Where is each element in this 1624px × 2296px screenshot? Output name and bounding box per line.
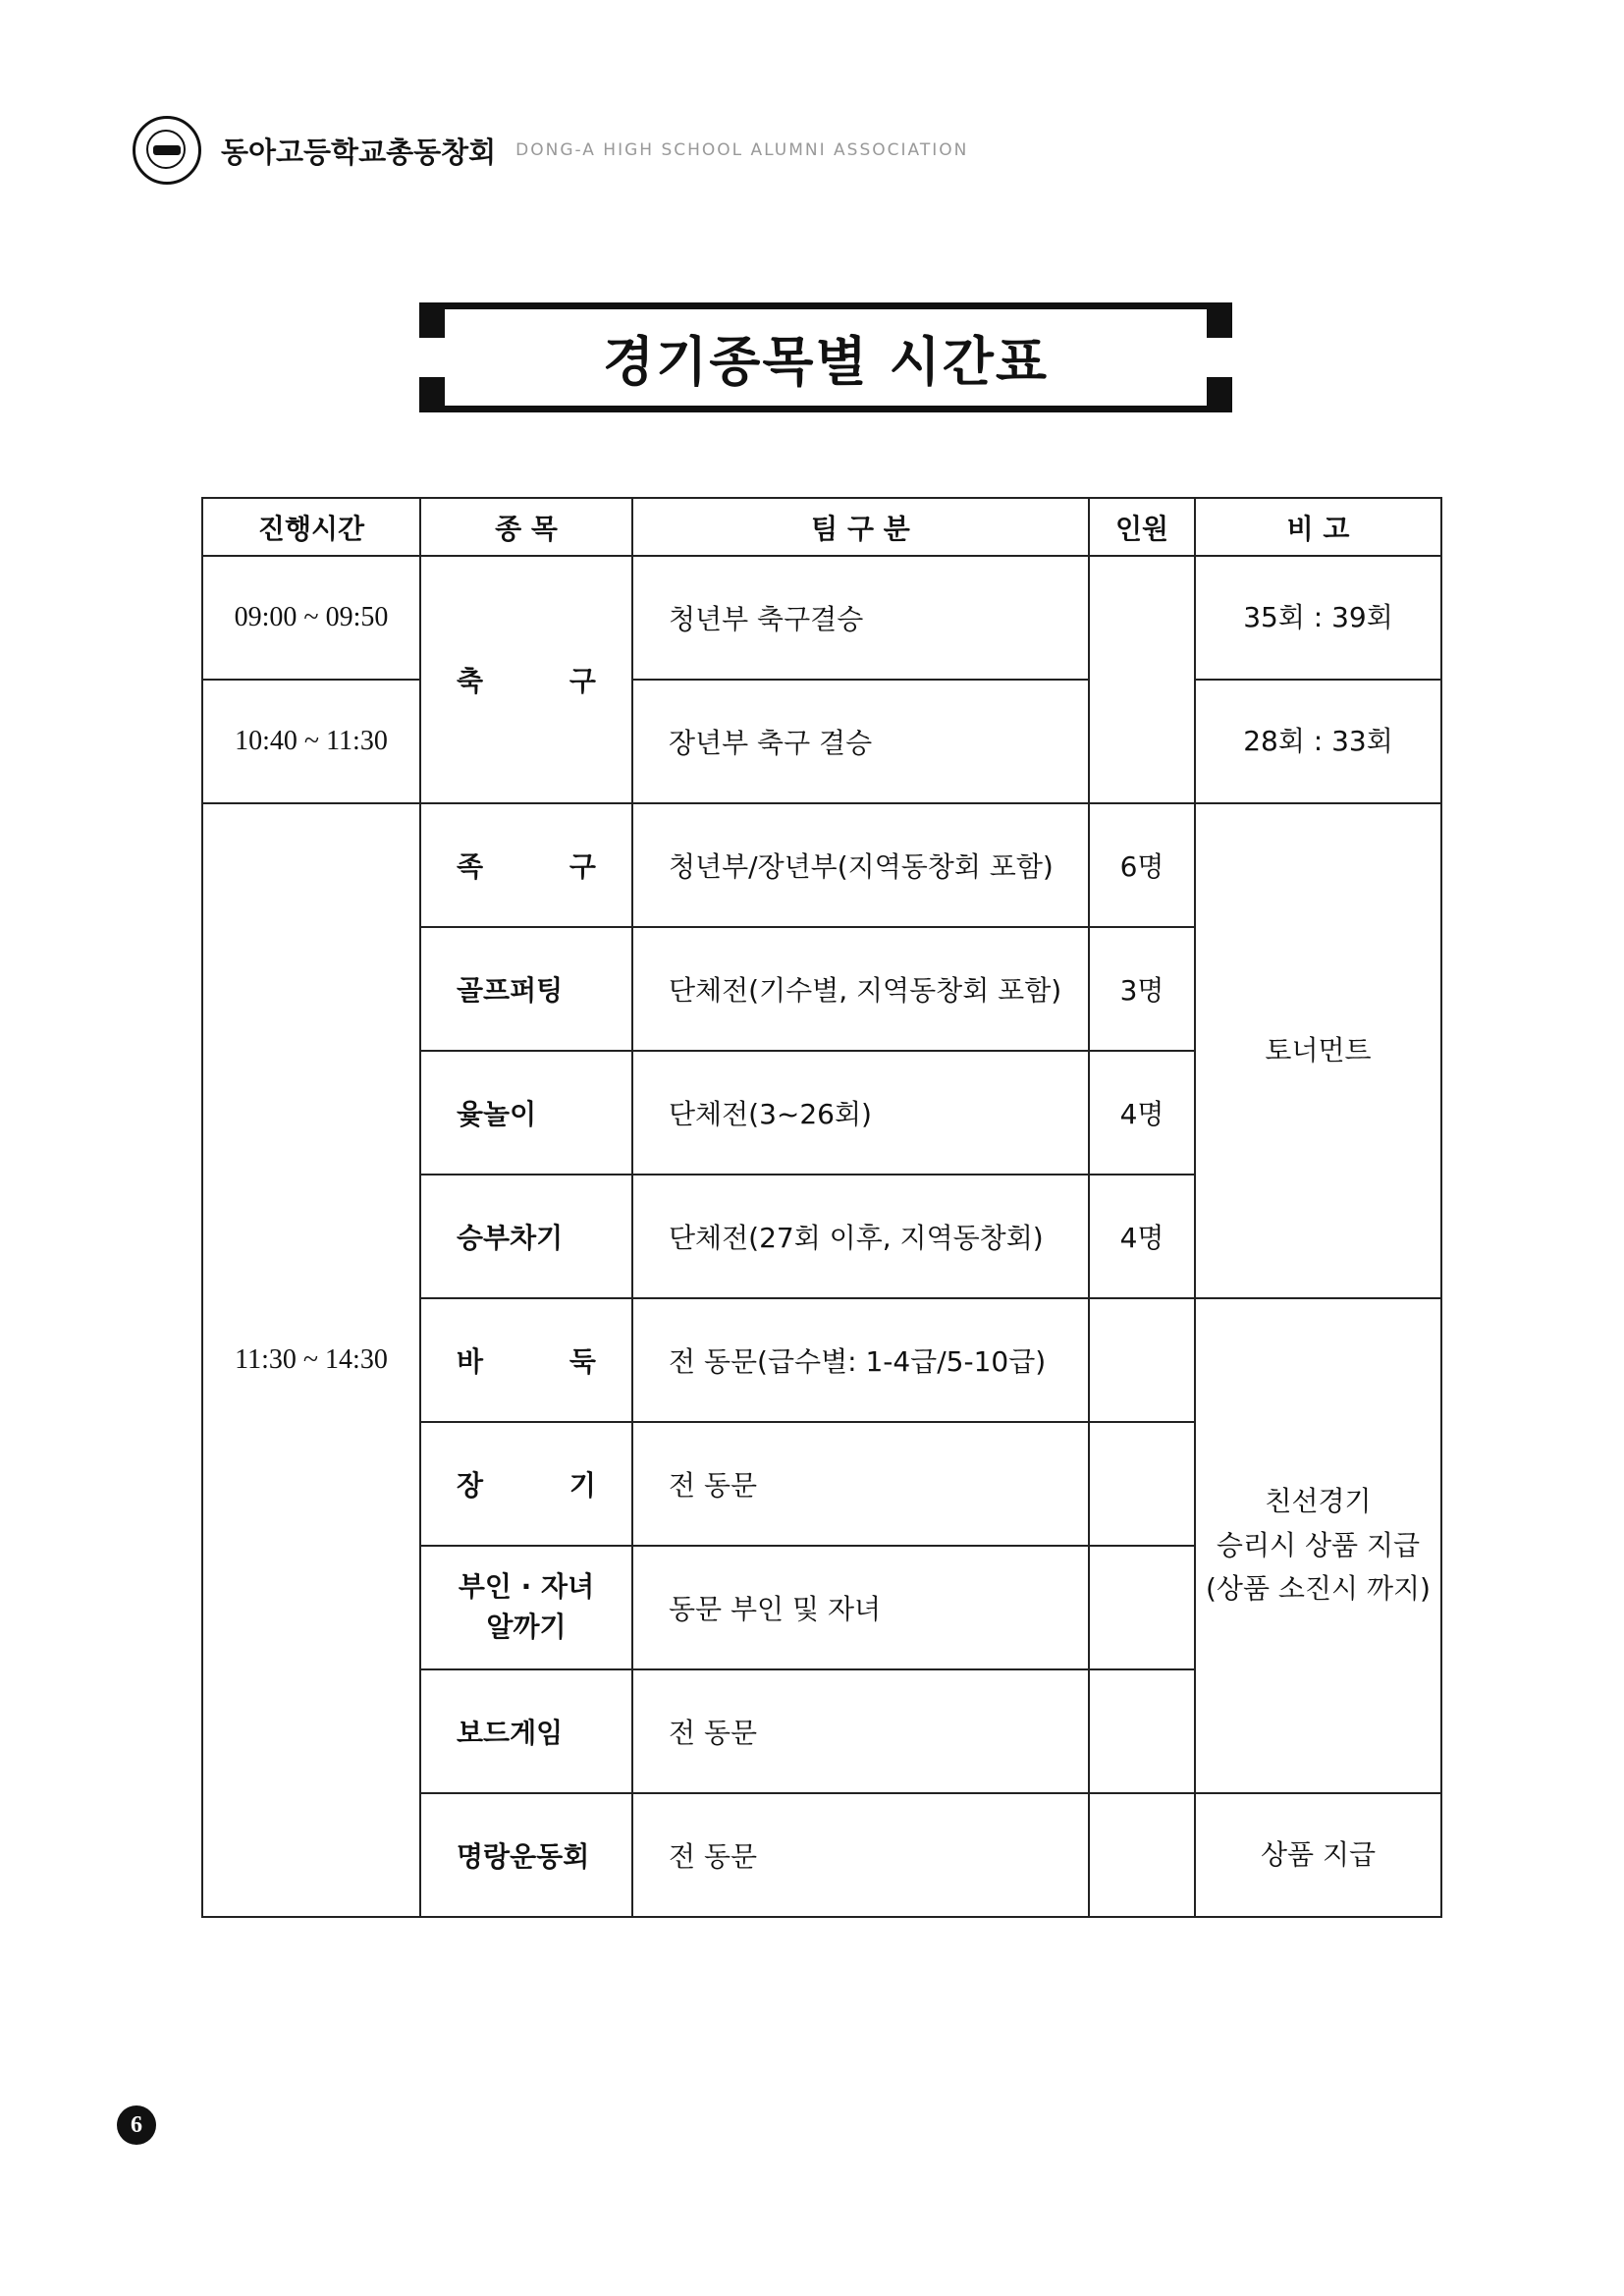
table-row (202, 556, 1441, 680)
table-row (202, 680, 1441, 803)
note-cell: 28회 : 33회 (1195, 680, 1441, 803)
count-cell: 4명 (1089, 1051, 1195, 1175)
event-cell (420, 1546, 632, 1669)
count-cell (1089, 1669, 1195, 1793)
team-cell: 전 동문 (632, 1669, 1089, 1793)
org-name: 동아고등학교총동창회 (221, 135, 497, 169)
event-cell (420, 1051, 632, 1175)
event-label: 축 구 (457, 665, 596, 697)
event-cell (420, 803, 632, 927)
header-count: 인원 (1089, 498, 1195, 556)
team-cell: 장년부 축구 결승 (632, 680, 1089, 803)
event-label: 부인 · 자녀 (458, 1570, 595, 1604)
corner-square (1207, 302, 1232, 338)
event-label: 윷놀이 (457, 1098, 537, 1130)
count-cell (1089, 556, 1195, 803)
note-cell: 상품 지급 (1195, 1793, 1441, 1917)
event-label: 승부차기 (457, 1222, 564, 1254)
corner-square (419, 302, 445, 338)
event-label: 장 기 (457, 1469, 596, 1502)
count-cell: 4명 (1089, 1175, 1195, 1298)
event-label: 명랑운동회 (457, 1840, 590, 1873)
count-cell (1089, 1546, 1195, 1669)
event-label: 알까기 (486, 1611, 567, 1643)
note-line: 승리시 상품 지급 (1216, 1528, 1421, 1561)
header-note: 비 고 (1195, 498, 1441, 556)
table-header-row (202, 498, 1441, 556)
table-row (202, 803, 1441, 927)
event-cell (420, 1793, 632, 1917)
event-cell (420, 927, 632, 1051)
event-label: 바 둑 (457, 1345, 596, 1378)
schedule-table (201, 497, 1442, 1918)
note-cell: 토너먼트 (1195, 803, 1441, 1298)
count-cell (1089, 1793, 1195, 1917)
time-cell: 09:00 ~ 09:50 (202, 556, 420, 680)
page-header (133, 116, 968, 185)
title-box (425, 302, 1226, 412)
team-cell: 단체전(기수별, 지역동창회 포함) (632, 927, 1089, 1051)
team-cell: 동문 부인 및 자녀 (632, 1546, 1089, 1669)
note-line: (상품 소진시 까지) (1206, 1572, 1431, 1606)
event-label: 보드게임 (457, 1717, 564, 1749)
note-cell: 35회 : 39회 (1195, 556, 1441, 680)
event-cell (420, 1422, 632, 1546)
team-cell: 전 동문(급수별: 1-4급/5-10급) (632, 1298, 1089, 1422)
event-cell (420, 1298, 632, 1422)
page-title: 경기종목별 시간표 (602, 330, 1050, 393)
header-time: 진행시간 (202, 498, 420, 556)
team-cell: 청년부 축구결승 (632, 556, 1089, 680)
header-event: 종 목 (420, 498, 632, 556)
time-cell: 11:30 ~ 14:30 (202, 803, 420, 1917)
note-line: 친선경기 (1265, 1484, 1372, 1517)
count-cell (1089, 1298, 1195, 1422)
corner-square (1207, 377, 1232, 412)
page-number: 6 (117, 2105, 156, 2145)
event-label: 골프퍼팅 (457, 974, 564, 1007)
event-cell (420, 556, 632, 803)
count-cell: 3명 (1089, 927, 1195, 1051)
time-cell: 10:40 ~ 11:30 (202, 680, 420, 803)
count-cell: 6명 (1089, 803, 1195, 927)
team-cell: 전 동문 (632, 1422, 1089, 1546)
event-cell (420, 1175, 632, 1298)
note-cell (1195, 1298, 1441, 1793)
header-team: 팀 구 분 (632, 498, 1089, 556)
org-name-english: DONG-A HIGH SCHOOL ALUMNI ASSOCIATION (515, 140, 969, 160)
school-emblem-icon (133, 116, 201, 185)
team-cell: 단체전(3~26회) (632, 1051, 1089, 1175)
event-label: 족 구 (457, 850, 596, 883)
team-cell: 청년부/장년부(지역동창회 포함) (632, 803, 1089, 927)
count-cell (1089, 1422, 1195, 1546)
team-cell: 전 동문 (632, 1793, 1089, 1917)
event-cell (420, 1669, 632, 1793)
corner-square (419, 377, 445, 412)
team-cell: 단체전(27회 이후, 지역동창회) (632, 1175, 1089, 1298)
